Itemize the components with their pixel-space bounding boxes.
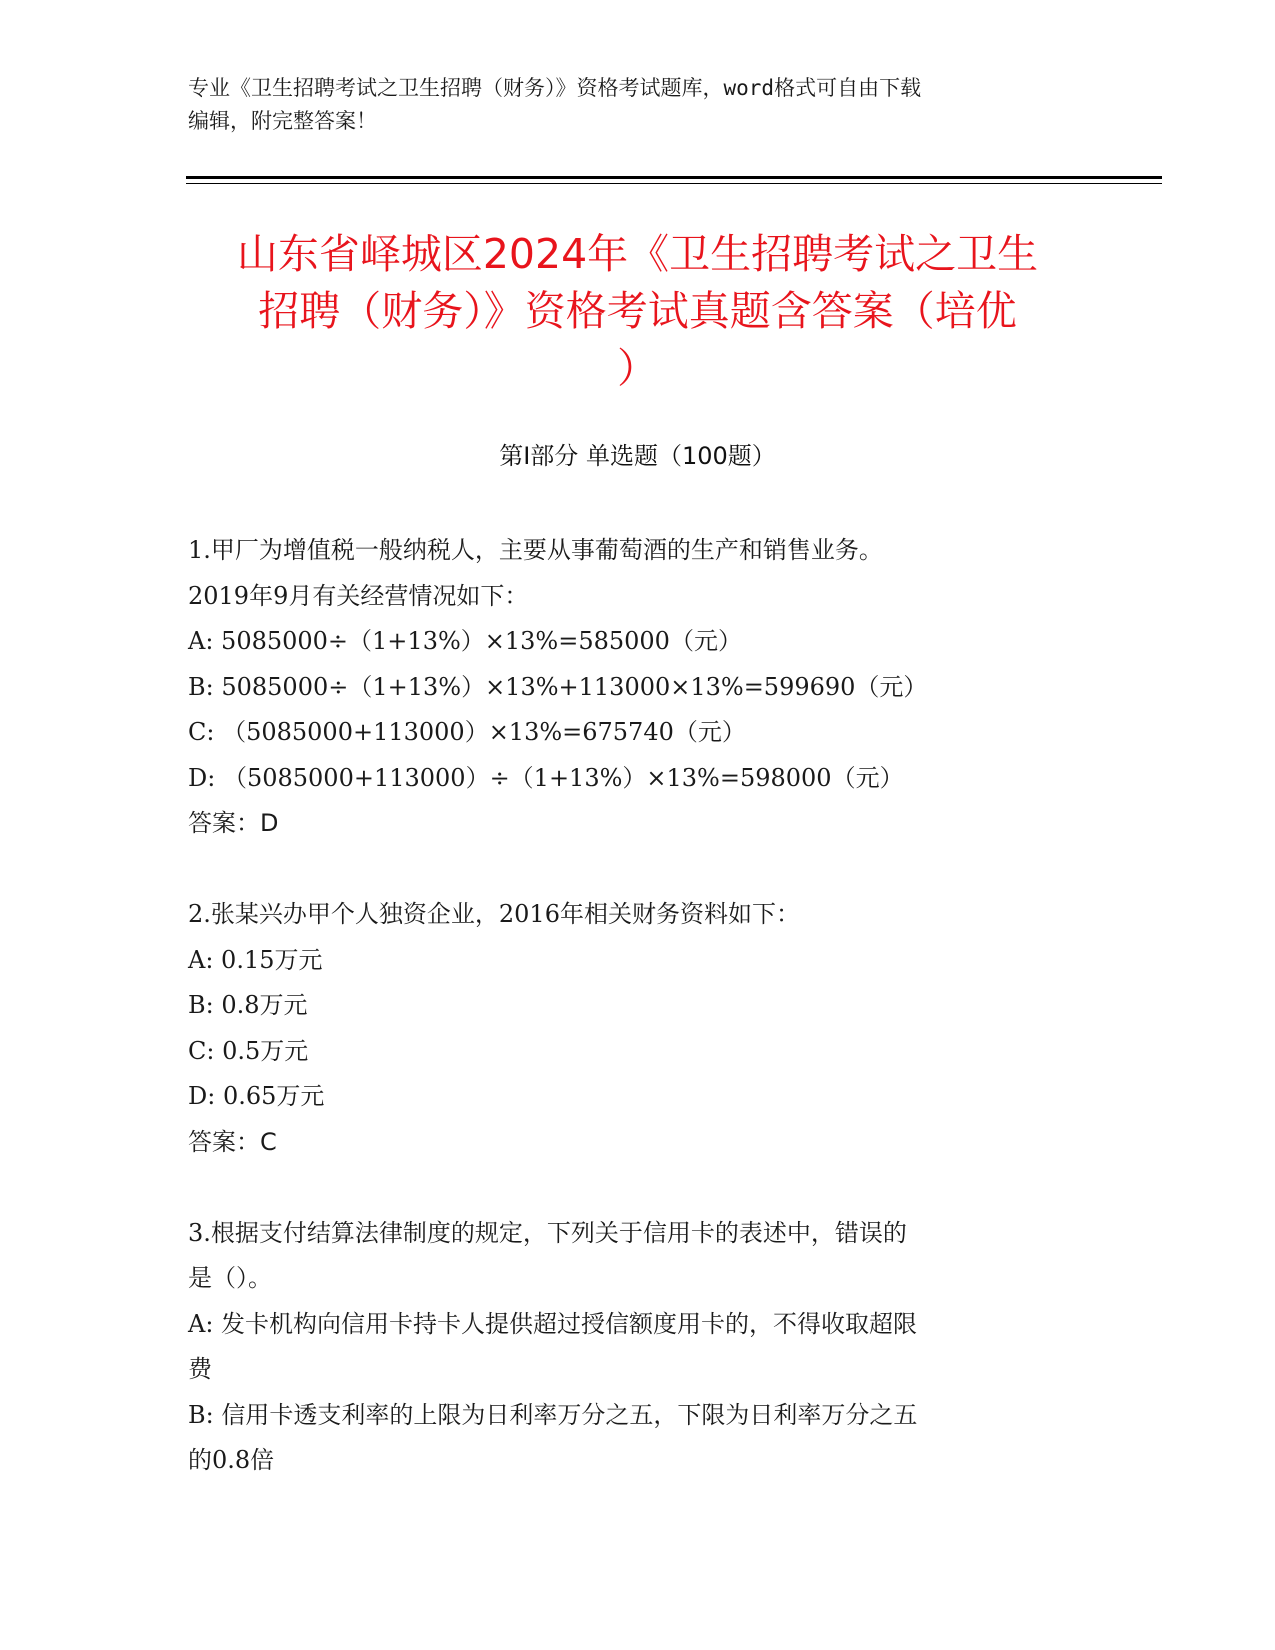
option-a: A: 5085000÷（1+13%）×13%=585000（元） (188, 627, 742, 655)
question-stem: 是（）。 (188, 1264, 272, 1292)
question-3 (188, 1211, 1088, 1484)
question-stem: 3.根据支付结算法律制度的规定，下列关于信用卡的表述中，错误的 (188, 1218, 907, 1247)
question-stem: 2.张某兴办甲个人独资企业，2016年相关财务资料如下： (188, 900, 800, 928)
option-b: B: 0.8万元 (188, 991, 308, 1019)
document-title (180, 226, 1095, 397)
title-line: 山东省峄城区2024年《卫生招聘考试之卫生 (236, 230, 1039, 278)
question-1 (188, 528, 1088, 847)
question-stem: 1.甲厂为增值税一般纳税人，主要从事葡萄酒的生产和销售业务。 (188, 536, 883, 564)
header-divider-thin (186, 183, 1162, 184)
header-note-line: 编辑，附完整答案！ (188, 109, 377, 133)
option-a: A: 0.15万元 (188, 945, 323, 974)
header-divider-thick (186, 176, 1162, 179)
option-c: C: 0.5万元 (188, 1036, 309, 1065)
option-c: C: （5085000+113000）×13%=675740（元） (188, 718, 746, 746)
title-line: ） (617, 344, 658, 392)
title-line: 招聘（财务）》资格考试真题含答案（培优 (258, 287, 1017, 335)
option-b-continued: 的0.8倍 (188, 1446, 275, 1474)
question-spacer (188, 847, 1088, 893)
section-heading: 第Ⅰ部分 单选题（100题） (499, 442, 776, 470)
header-note-line: 专业《卫生招聘考试之卫生招聘（财务）》资格考试题库，word格式可自由下载 (188, 76, 922, 100)
header-note (188, 72, 1088, 138)
option-b: B: 5085000÷（1+13%）×13%+113000×13%=599690（元） (188, 672, 928, 701)
option-a: A: 发卡机构向信用卡持卡人提供超过授信额度用卡的，不得收取超限 (188, 1309, 918, 1338)
option-d: D: 0.65万元 (188, 1082, 325, 1110)
answer-label: 答案：D (188, 809, 279, 837)
question-list (188, 528, 1088, 1484)
answer-label: 答案：C (188, 1127, 277, 1156)
question-stem: 2019年9月有关经营情况如下： (188, 581, 529, 610)
option-d: D: （5085000+113000）÷（1+13%）×13%=598000（元） (188, 763, 904, 792)
question-2 (188, 892, 1088, 1165)
option-a-continued: 费 (188, 1355, 212, 1383)
question-spacer (188, 1165, 1088, 1211)
option-b: B: 信用卡透支利率的上限为日利率万分之五，下限为日利率万分之五 (188, 1400, 918, 1429)
